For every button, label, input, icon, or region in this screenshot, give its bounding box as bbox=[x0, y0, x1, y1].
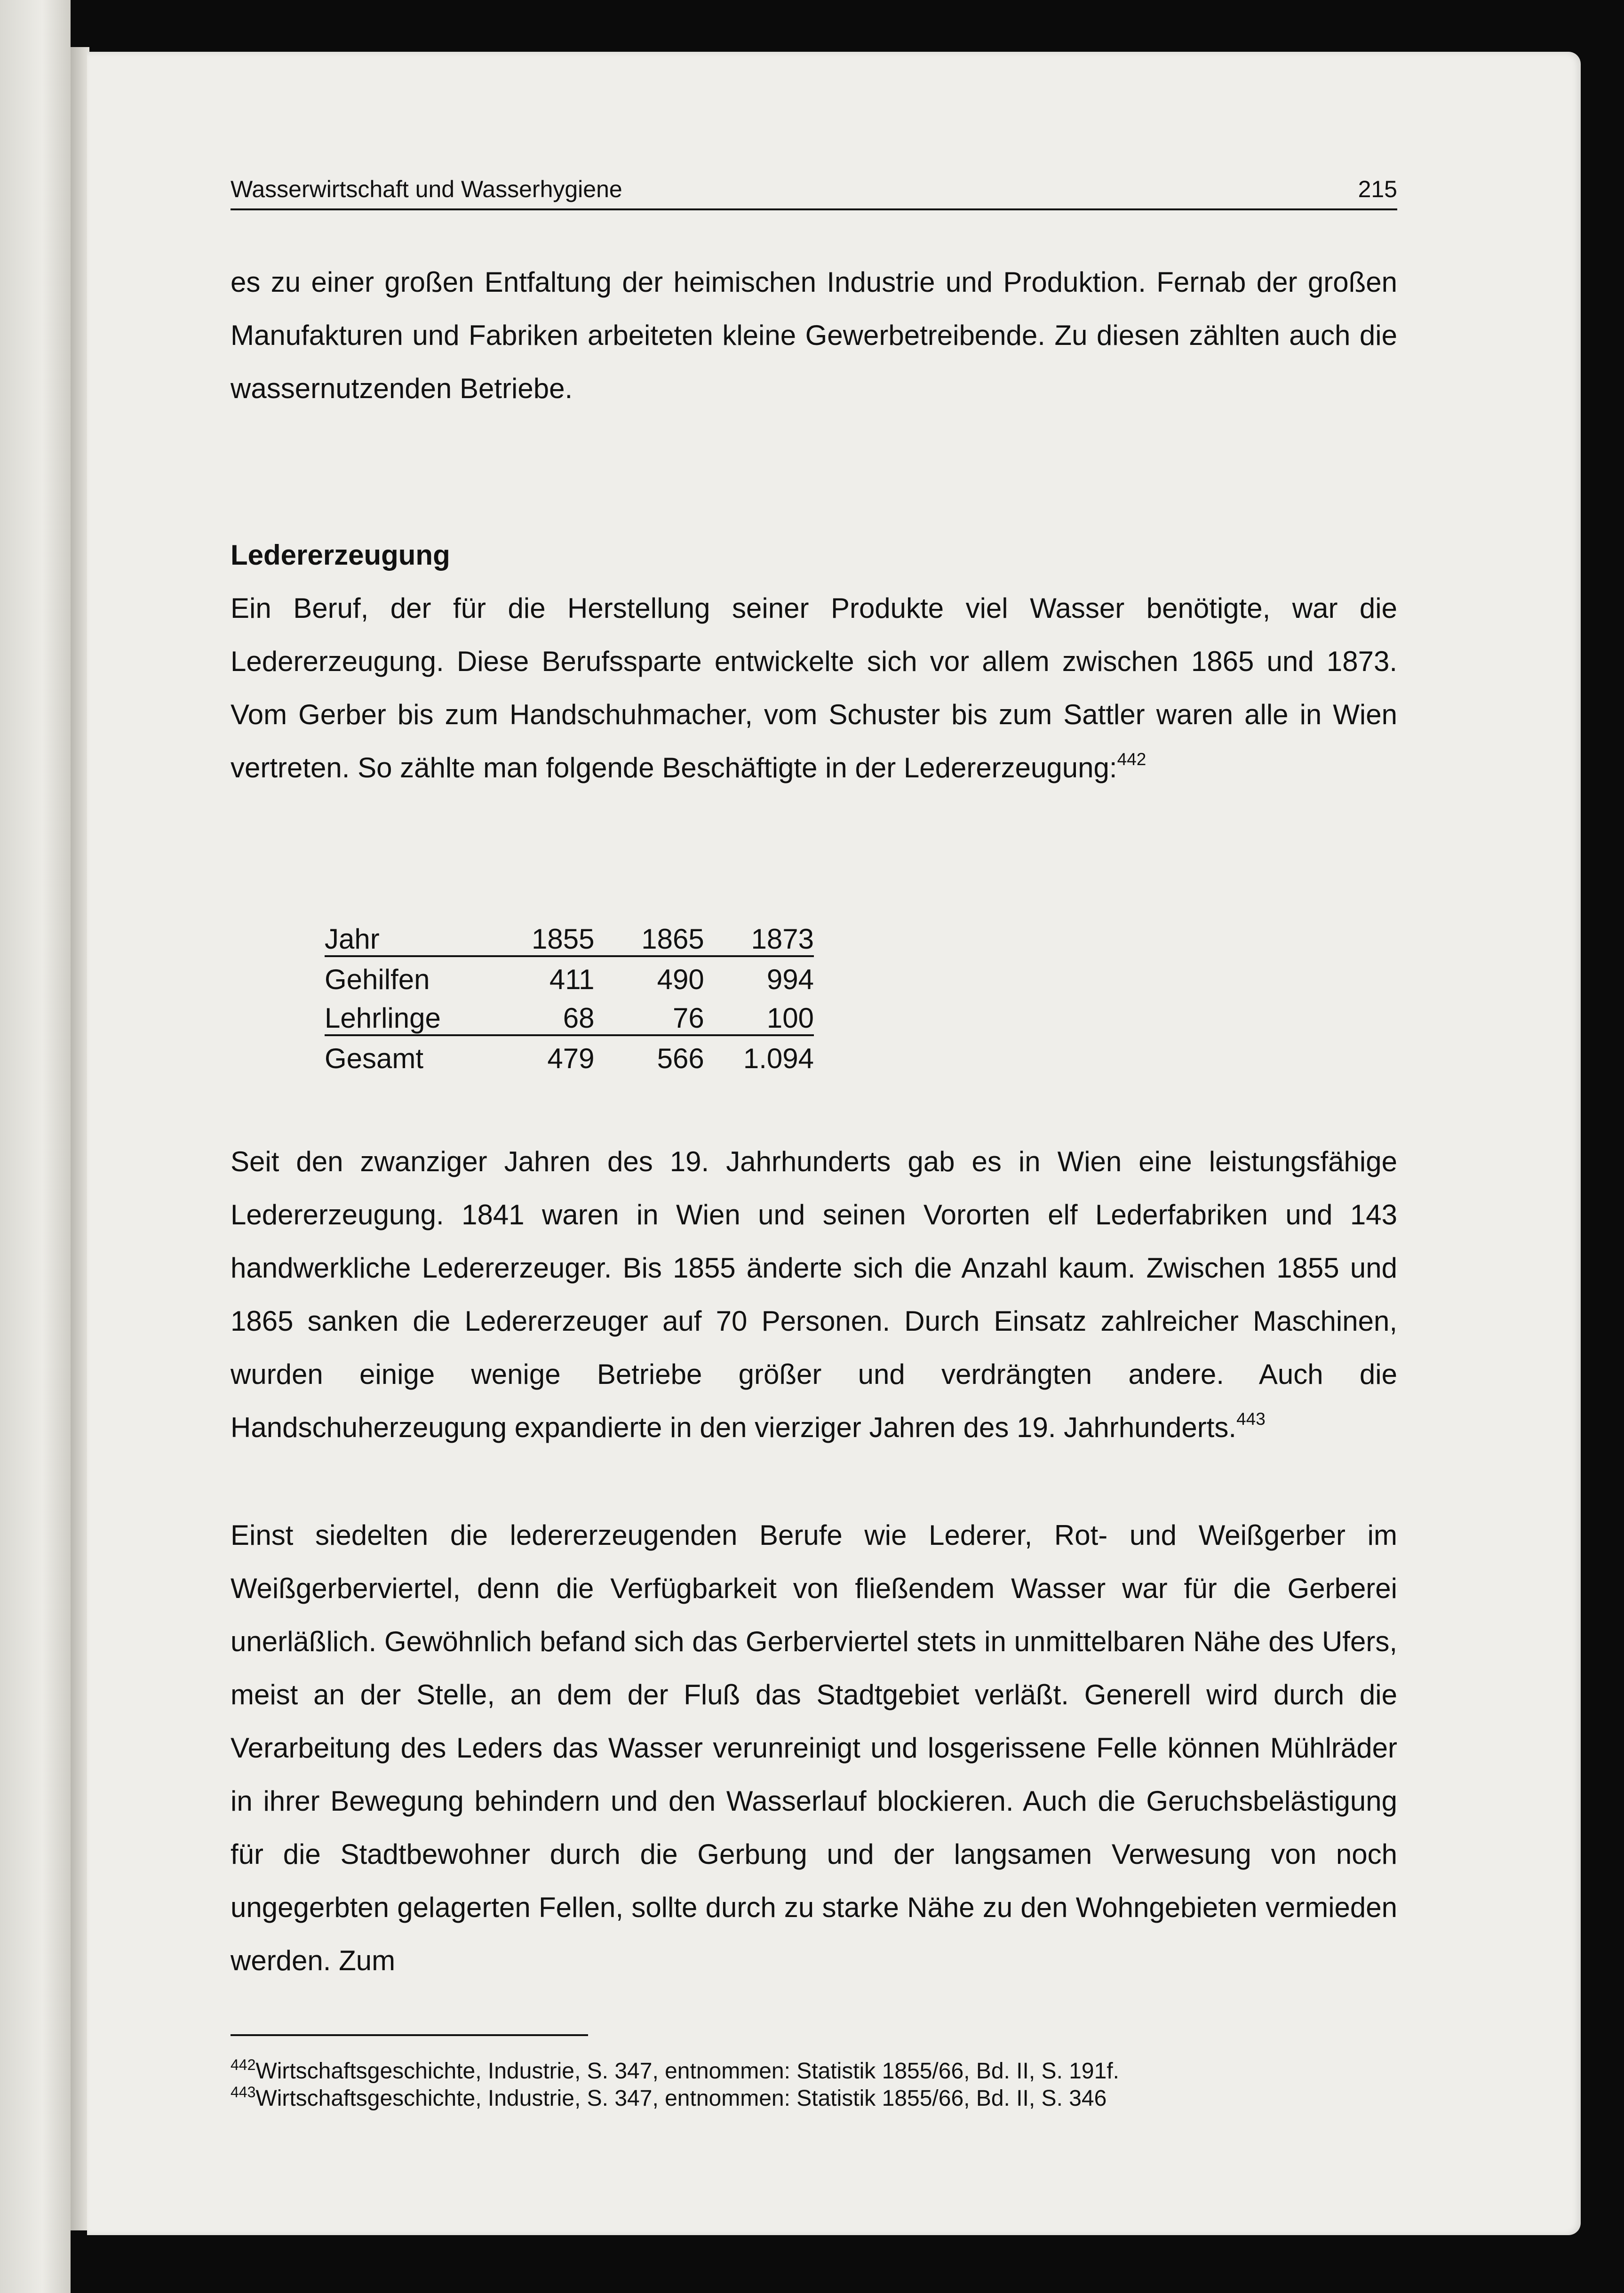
table-cell: 479 bbox=[547, 1043, 595, 1074]
footnote-number: 443 bbox=[231, 2084, 256, 2101]
table-row bbox=[325, 956, 814, 996]
table-cell: 100 bbox=[704, 996, 814, 1035]
table-cell: Gehilfen bbox=[325, 964, 430, 995]
running-header-title: Wasserwirtschaft und Wasserhygiene bbox=[231, 176, 622, 202]
footnote-separator bbox=[231, 2034, 588, 2036]
table-cell: 68 bbox=[485, 996, 594, 1035]
table-cell: Lehrlinge bbox=[325, 996, 485, 1035]
paragraph-text: Seit den zwanziger Jahren des 19. Jahrhunderts gab es in Wien eine leistungsfähige Ledererzeugung. 1841 waren in Wien und seinen Vororten elf Lederfabriken und 143 handwerkliche Ledererzeuger. Bis 1855 änderte sich die Anzahl kaum. Zwischen 1855 und 1865 sanken die Ledererzeuger auf 70 Personen. Durch Einsatz zahlreicher Maschinen, wurden einige wenige Betriebe größer und verdrängten andere. Auch die Handschuherzeugung expandierte in den vierziger Jahren des 19. Jahrhunderts. bbox=[231, 1146, 1397, 1443]
footnote-ref-442[interactable]: 442 bbox=[1117, 750, 1146, 769]
paragraph-nineteenth-century bbox=[231, 1135, 1397, 1454]
employment-table bbox=[325, 917, 814, 1075]
footnote-number: 442 bbox=[231, 2056, 256, 2073]
table-row bbox=[325, 1035, 814, 1075]
footnote-442 bbox=[231, 2057, 1119, 2085]
table-cell: 566 bbox=[657, 1043, 704, 1074]
table-cell: 994 bbox=[766, 964, 814, 995]
book-page bbox=[87, 52, 1581, 2235]
table-header-cell: 1855 bbox=[485, 917, 594, 956]
table-cell: 1.094 bbox=[743, 1043, 814, 1074]
footnote-text: Wirtschaftsgeschichte, Industrie, S. 347, entnommen: Statistik 1855/66, Bd. II, S. 346 bbox=[255, 2086, 1107, 2111]
table-header-cell: 1865 bbox=[595, 917, 704, 956]
footnote-443 bbox=[231, 2085, 1107, 2113]
table-header-cell: 1873 bbox=[704, 917, 814, 956]
table-cell: 76 bbox=[595, 996, 704, 1035]
paragraph-ledererzeugung bbox=[231, 582, 1397, 794]
scan-background-left bbox=[0, 0, 71, 2293]
footnote-text: Wirtschaftsgeschichte, Industrie, S. 347, entnommen: Statistik 1855/66, Bd. II, S. 191f. bbox=[255, 2059, 1119, 2084]
paragraph-text: Ein Beruf, der für die Herstellung seiner Produkte viel Wasser benötigte, war die Ledererzeugung. Diese Berufssparte entwickelte sich vor allem zwischen 1865 und 1873. Vom Gerber bis zum Handschuhmacher, vom Schuster bis zum Sattler waren alle in Wien vertreten. So zählte man folgende Beschäftigte in der Ledererzeugung: bbox=[231, 592, 1397, 783]
page-gutter-shadow bbox=[71, 47, 89, 2230]
intro-paragraph: es zu einer großen Entfaltung der heimischen Industrie und Produktion. Fernab der großen Manufakturen und Fabriken arbeiteten kleine Gewerbetreibende. Zu diesen zählten auch die wassernutzenden Betriebe. bbox=[231, 266, 1397, 404]
footnote-ref-443[interactable]: 443 bbox=[1236, 1409, 1266, 1429]
running-header bbox=[231, 172, 1397, 210]
table-cell: 411 bbox=[549, 964, 595, 995]
table-header-cell: Jahr bbox=[325, 917, 485, 956]
table-cell: Gesamt bbox=[325, 1043, 424, 1074]
section-heading: Ledererzeugung bbox=[231, 539, 450, 571]
paragraph-gerberviertel: Einst siedelten die ledererzeugenden Berufe wie Lederer, Rot- und Weißgerber im Weißgerberviertel, denn die Verfügbarkeit von fließendem Wasser war für die Gerberei unerläßlich. Gewöhnlich befand sich das Gerberviertel stets in unmittelbaren Nähe des Ufers, meist an der Stelle, an dem der Fluß das Stadtgebiet verläßt. Generell wird durch die Verarbeitung des Leders das Wasser verunreinigt und losgerissene Felle können Mühlräder in ihrer Bewegung behindern und den Wasserlauf blockieren. Auch die Geruchsbelästigung für die Stadtbewohner durch die Gerbung und der langsamen Verwesung von noch ungegerbten gelagerten Fellen, sollte durch zu starke Nähe zu den Wohngebieten vermieden werden. Zum bbox=[231, 1519, 1397, 1976]
table-cell: 490 bbox=[657, 964, 704, 995]
page-number: 215 bbox=[1358, 176, 1397, 202]
table-row bbox=[325, 996, 814, 1035]
table-header-row bbox=[325, 917, 814, 956]
